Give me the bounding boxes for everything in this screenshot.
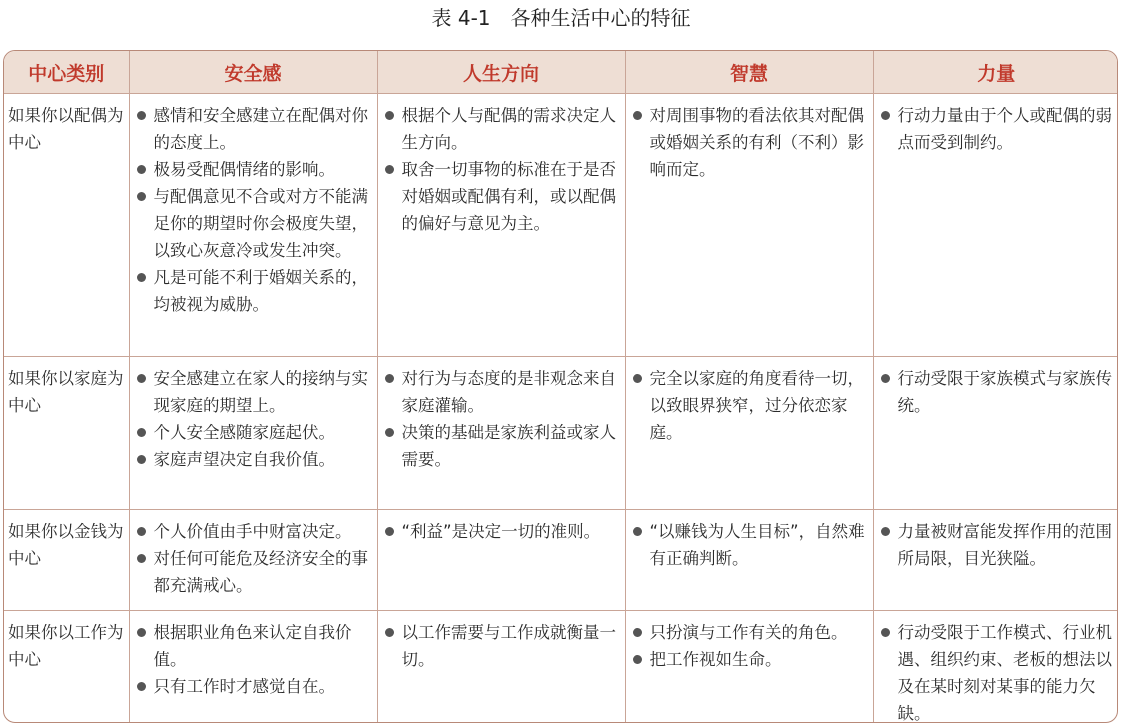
header-category: 中心类别 xyxy=(4,51,129,94)
list-item-text: “利益”是决定一切的准则。 xyxy=(401,522,601,541)
wisdom-cell xyxy=(625,611,873,724)
header-row xyxy=(4,51,1118,94)
list-item-text: 把工作视如生命。 xyxy=(649,650,782,669)
bullet-list xyxy=(878,518,1116,572)
list-item-text: 个人安全感随家庭起伏。 xyxy=(153,423,335,442)
bullet-icon xyxy=(881,527,890,536)
list-item-text: 极易受配偶情绪的影响。 xyxy=(153,160,335,179)
list-item-text: 对周围事物的看法依其对配偶或婚姻关系的有利（不利）影响而定。 xyxy=(649,106,864,179)
list-item xyxy=(630,619,869,646)
header-security: 安全感 xyxy=(129,51,377,94)
bullet-icon xyxy=(385,428,394,437)
wisdom-cell xyxy=(625,510,873,611)
bullet-list xyxy=(878,102,1116,156)
header-power: 力量 xyxy=(873,51,1118,94)
bullet-list xyxy=(630,518,869,572)
bullet-list xyxy=(134,619,373,700)
list-item-text: 根据个人与配偶的需求决定人生方向。 xyxy=(401,106,616,152)
list-item-text: 对行为与态度的是非观念来自家庭灌输。 xyxy=(401,369,616,415)
bullet-list xyxy=(134,518,373,599)
list-item xyxy=(878,102,1116,156)
bullet-icon xyxy=(385,628,394,637)
bullet-icon xyxy=(385,111,394,120)
bullet-list xyxy=(630,102,869,183)
list-item xyxy=(134,619,373,673)
list-item xyxy=(134,545,373,599)
bullet-list xyxy=(878,365,1116,419)
list-item-text: 与配偶意见不合或对方不能满足你的期望时你会极度失望，以致心灰意冷或发生冲突。 xyxy=(153,187,368,260)
category-cell: 如果你以金钱为中心 xyxy=(4,510,129,611)
power-cell xyxy=(873,357,1118,510)
direction-cell xyxy=(377,611,625,724)
bullet-list xyxy=(630,619,869,673)
header-direction: 人生方向 xyxy=(377,51,625,94)
list-item xyxy=(382,365,621,419)
wisdom-cell xyxy=(625,94,873,357)
list-item-text: 完全以家庭的角度看待一切，以致眼界狭窄，过分依恋家庭。 xyxy=(649,369,864,442)
bullet-icon xyxy=(137,192,146,201)
bullet-icon xyxy=(881,111,890,120)
list-item-text: 根据职业角色来认定自我价值。 xyxy=(153,623,352,669)
category-cell: 如果你以工作为中心 xyxy=(4,611,129,724)
list-item-text: 以工作需要与工作成就衡量一切。 xyxy=(401,623,616,669)
list-item xyxy=(134,446,373,473)
list-item-text: “以赚钱为人生目标”，自然难有正确判断。 xyxy=(649,522,865,568)
list-item xyxy=(382,419,621,473)
bullet-icon xyxy=(633,374,642,383)
bullet-icon xyxy=(137,273,146,282)
security-cell xyxy=(129,611,377,724)
table-row xyxy=(4,611,1118,724)
power-cell xyxy=(873,94,1118,357)
bullet-list xyxy=(134,365,373,473)
wisdom-cell xyxy=(625,357,873,510)
category-cell: 如果你以家庭为中心 xyxy=(4,357,129,510)
bullet-icon xyxy=(137,165,146,174)
bullet-icon xyxy=(633,655,642,664)
bullet-icon xyxy=(881,374,890,383)
direction-cell xyxy=(377,357,625,510)
list-item xyxy=(134,365,373,419)
table-row xyxy=(4,94,1118,357)
list-item-text: 决策的基础是家族利益或家人需要。 xyxy=(401,423,616,469)
list-item-text: 感情和安全感建立在配偶对你的态度上。 xyxy=(153,106,368,152)
bullet-icon xyxy=(137,628,146,637)
bullet-icon xyxy=(633,111,642,120)
header-wisdom: 智慧 xyxy=(625,51,873,94)
bullet-list xyxy=(134,102,373,318)
list-item-text: 只有工作时才感觉自在。 xyxy=(153,677,335,696)
bullet-icon xyxy=(137,374,146,383)
list-item-text: 安全感建立在家人的接纳与实现家庭的期望上。 xyxy=(153,369,368,415)
list-item xyxy=(630,102,869,183)
list-item xyxy=(630,518,869,572)
power-cell xyxy=(873,611,1118,724)
list-item xyxy=(382,518,621,545)
list-item xyxy=(382,102,621,156)
list-item xyxy=(134,673,373,700)
table-caption: 表 4-1 各种生活中心的特征 xyxy=(431,6,691,30)
security-cell xyxy=(129,510,377,611)
list-item xyxy=(878,518,1116,572)
bullet-icon xyxy=(137,428,146,437)
direction-cell xyxy=(377,94,625,357)
bullet-icon xyxy=(137,111,146,120)
direction-cell xyxy=(377,510,625,611)
list-item-text: 行动受限于工作模式、行业机遇、组织约束、老板的想法以及在某时刻对某事的能力欠缺。 xyxy=(897,623,1112,723)
list-item-text: 取舍一切事物的标准在于是否对婚姻或配偶有利，或以配偶的偏好与意见为主。 xyxy=(401,160,616,233)
bullet-list xyxy=(630,365,869,446)
security-cell xyxy=(129,357,377,510)
list-item xyxy=(630,365,869,446)
list-item xyxy=(382,156,621,237)
list-item xyxy=(134,518,373,545)
life-centers-table xyxy=(3,50,1118,723)
category-cell: 如果你以配偶为中心 xyxy=(4,94,129,357)
bullet-icon xyxy=(633,628,642,637)
bullet-icon xyxy=(137,682,146,691)
bullet-list xyxy=(382,365,621,473)
list-item xyxy=(134,183,373,264)
bullet-icon xyxy=(137,455,146,464)
list-item xyxy=(134,419,373,446)
list-item xyxy=(878,365,1116,419)
bullet-icon xyxy=(385,374,394,383)
list-item xyxy=(134,156,373,183)
list-item xyxy=(630,646,869,673)
security-cell xyxy=(129,94,377,357)
list-item xyxy=(134,102,373,156)
list-item-text: 力量被财富能发挥作用的范围所局限，目光狭隘。 xyxy=(897,522,1112,568)
bullet-icon xyxy=(137,527,146,536)
table-row xyxy=(4,357,1118,510)
bullet-list xyxy=(382,102,621,237)
list-item-text: 只扮演与工作有关的角色。 xyxy=(649,623,848,642)
bullet-icon xyxy=(137,554,146,563)
bullet-list xyxy=(382,518,621,545)
list-item-text: 个人价值由手中财富决定。 xyxy=(153,522,352,541)
bullet-icon xyxy=(385,165,394,174)
list-item xyxy=(134,264,373,318)
bullet-icon xyxy=(385,527,394,536)
list-item-text: 行动力量由于个人或配偶的弱点而受到制约。 xyxy=(897,106,1112,152)
list-item-text: 家庭声望决定自我价值。 xyxy=(153,450,335,469)
table-row xyxy=(4,510,1118,611)
power-cell xyxy=(873,510,1118,611)
bullet-icon xyxy=(881,628,890,637)
list-item-text: 行动受限于家族模式与家族传统。 xyxy=(897,369,1112,415)
list-item xyxy=(382,619,621,673)
list-item xyxy=(878,619,1116,723)
list-item-text: 凡是可能不利于婚姻关系的，均被视为威胁。 xyxy=(153,268,368,314)
bullet-icon xyxy=(633,527,642,536)
list-item-text: 对任何可能危及经济安全的事都充满戒心。 xyxy=(153,549,368,595)
bullet-list xyxy=(382,619,621,673)
bullet-list xyxy=(878,619,1116,723)
